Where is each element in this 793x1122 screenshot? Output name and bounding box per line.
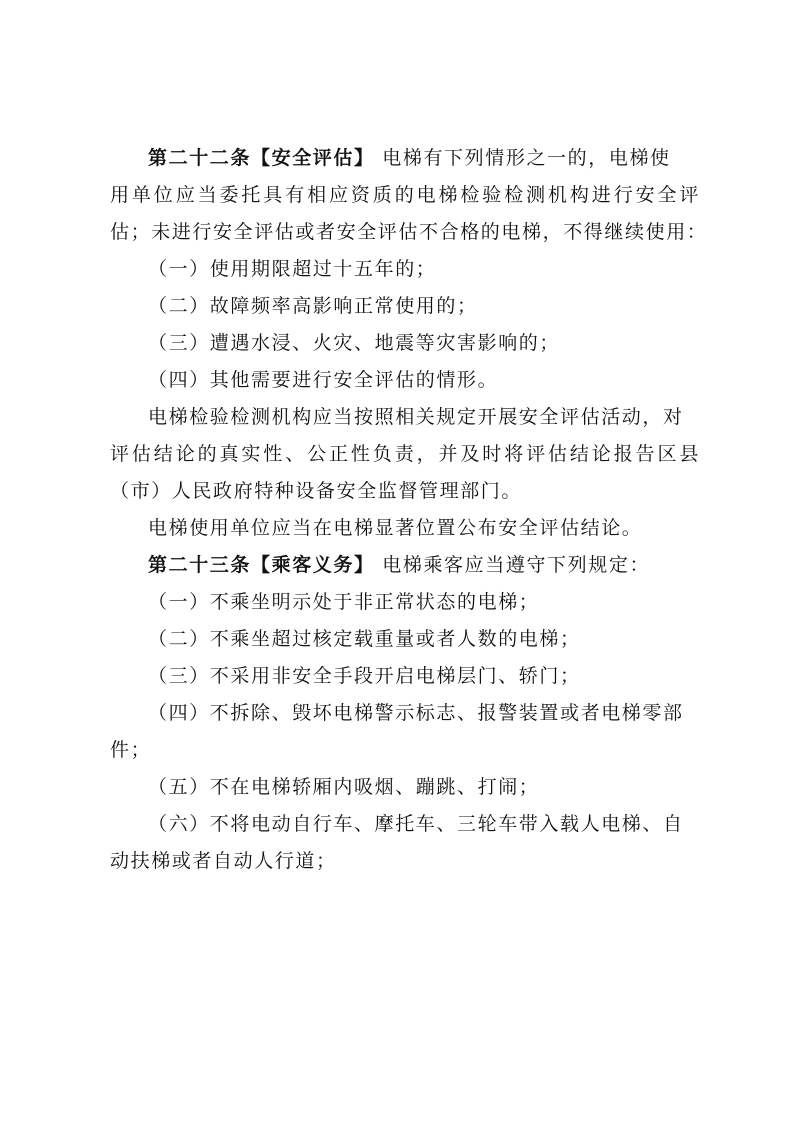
article-22-para2-line-1: 电梯检验检测机构应当按照相关规定开展安全评估活动，对 [148,406,684,428]
article-22-title: 第二十二条【安全评估】 [148,147,375,169]
article-23-heading-line [110,547,700,584]
article-22-item-4: （四）其他需要进行安全评估的情形。 [148,369,499,391]
article-22-item-3: （三）遭遇水浸、火灾、地震等灾害影响的； [148,332,561,354]
article-23-item-3: （三）不采用非安全手段开启电梯层门、轿门； [148,665,581,687]
article-22-heading-line [110,140,700,177]
article-23-item-1: （一）不乘坐明示处于非正常状态的电梯； [148,591,540,613]
article-23-item-4-line-2: 件； [110,739,152,761]
article-22-item-1: （一）使用期限超过十五年的； [148,258,437,280]
article-22-para3: 电梯使用单位应当在电梯显著位置公布安全评估结论。 [148,517,643,539]
article-23-title: 第二十三条【乘客义务】 [148,554,375,576]
article-23-item-6-line-2: 动扶梯或者自动人行道； [110,850,337,872]
article-23-intro: 电梯乘客应当遵守下列规定： [382,554,651,576]
document-body [110,140,708,880]
article-22-para2-line-3: （市）人民政府特种设备安全监督管理部门。 [110,480,523,502]
article-23-item-6-line-1: （六）不将电动自行车、摩托车、三轮车带入载人电梯、自 [148,813,684,835]
article-22-intro: 电梯有下列情形之一的，电梯使 [382,147,671,169]
article-23-item-5: （五）不在电梯轿厢内吸烟、蹦跳、打闹； [148,776,540,798]
article-22-item-2: （二）故障频率高影响正常使用的； [148,295,478,317]
article-23-item-2: （二）不乘坐超过核定载重量或者人数的电梯； [148,628,581,650]
article-22-text-line-2: 用单位应当委托具有相应资质的电梯检验检测机构进行安全评 [110,184,700,206]
article-22-text-line-3: 估；未进行安全评估或者安全评估不合格的电梯，不得继续使用： [110,221,708,243]
article-22-para2-line-2: 评估结论的真实性、公正性负责，并及时将评估结论报告区县 [110,443,700,465]
article-23-item-4-line-1: （四）不拆除、毁坏电梯警示标志、报警装置或者电梯零部 [148,702,684,724]
